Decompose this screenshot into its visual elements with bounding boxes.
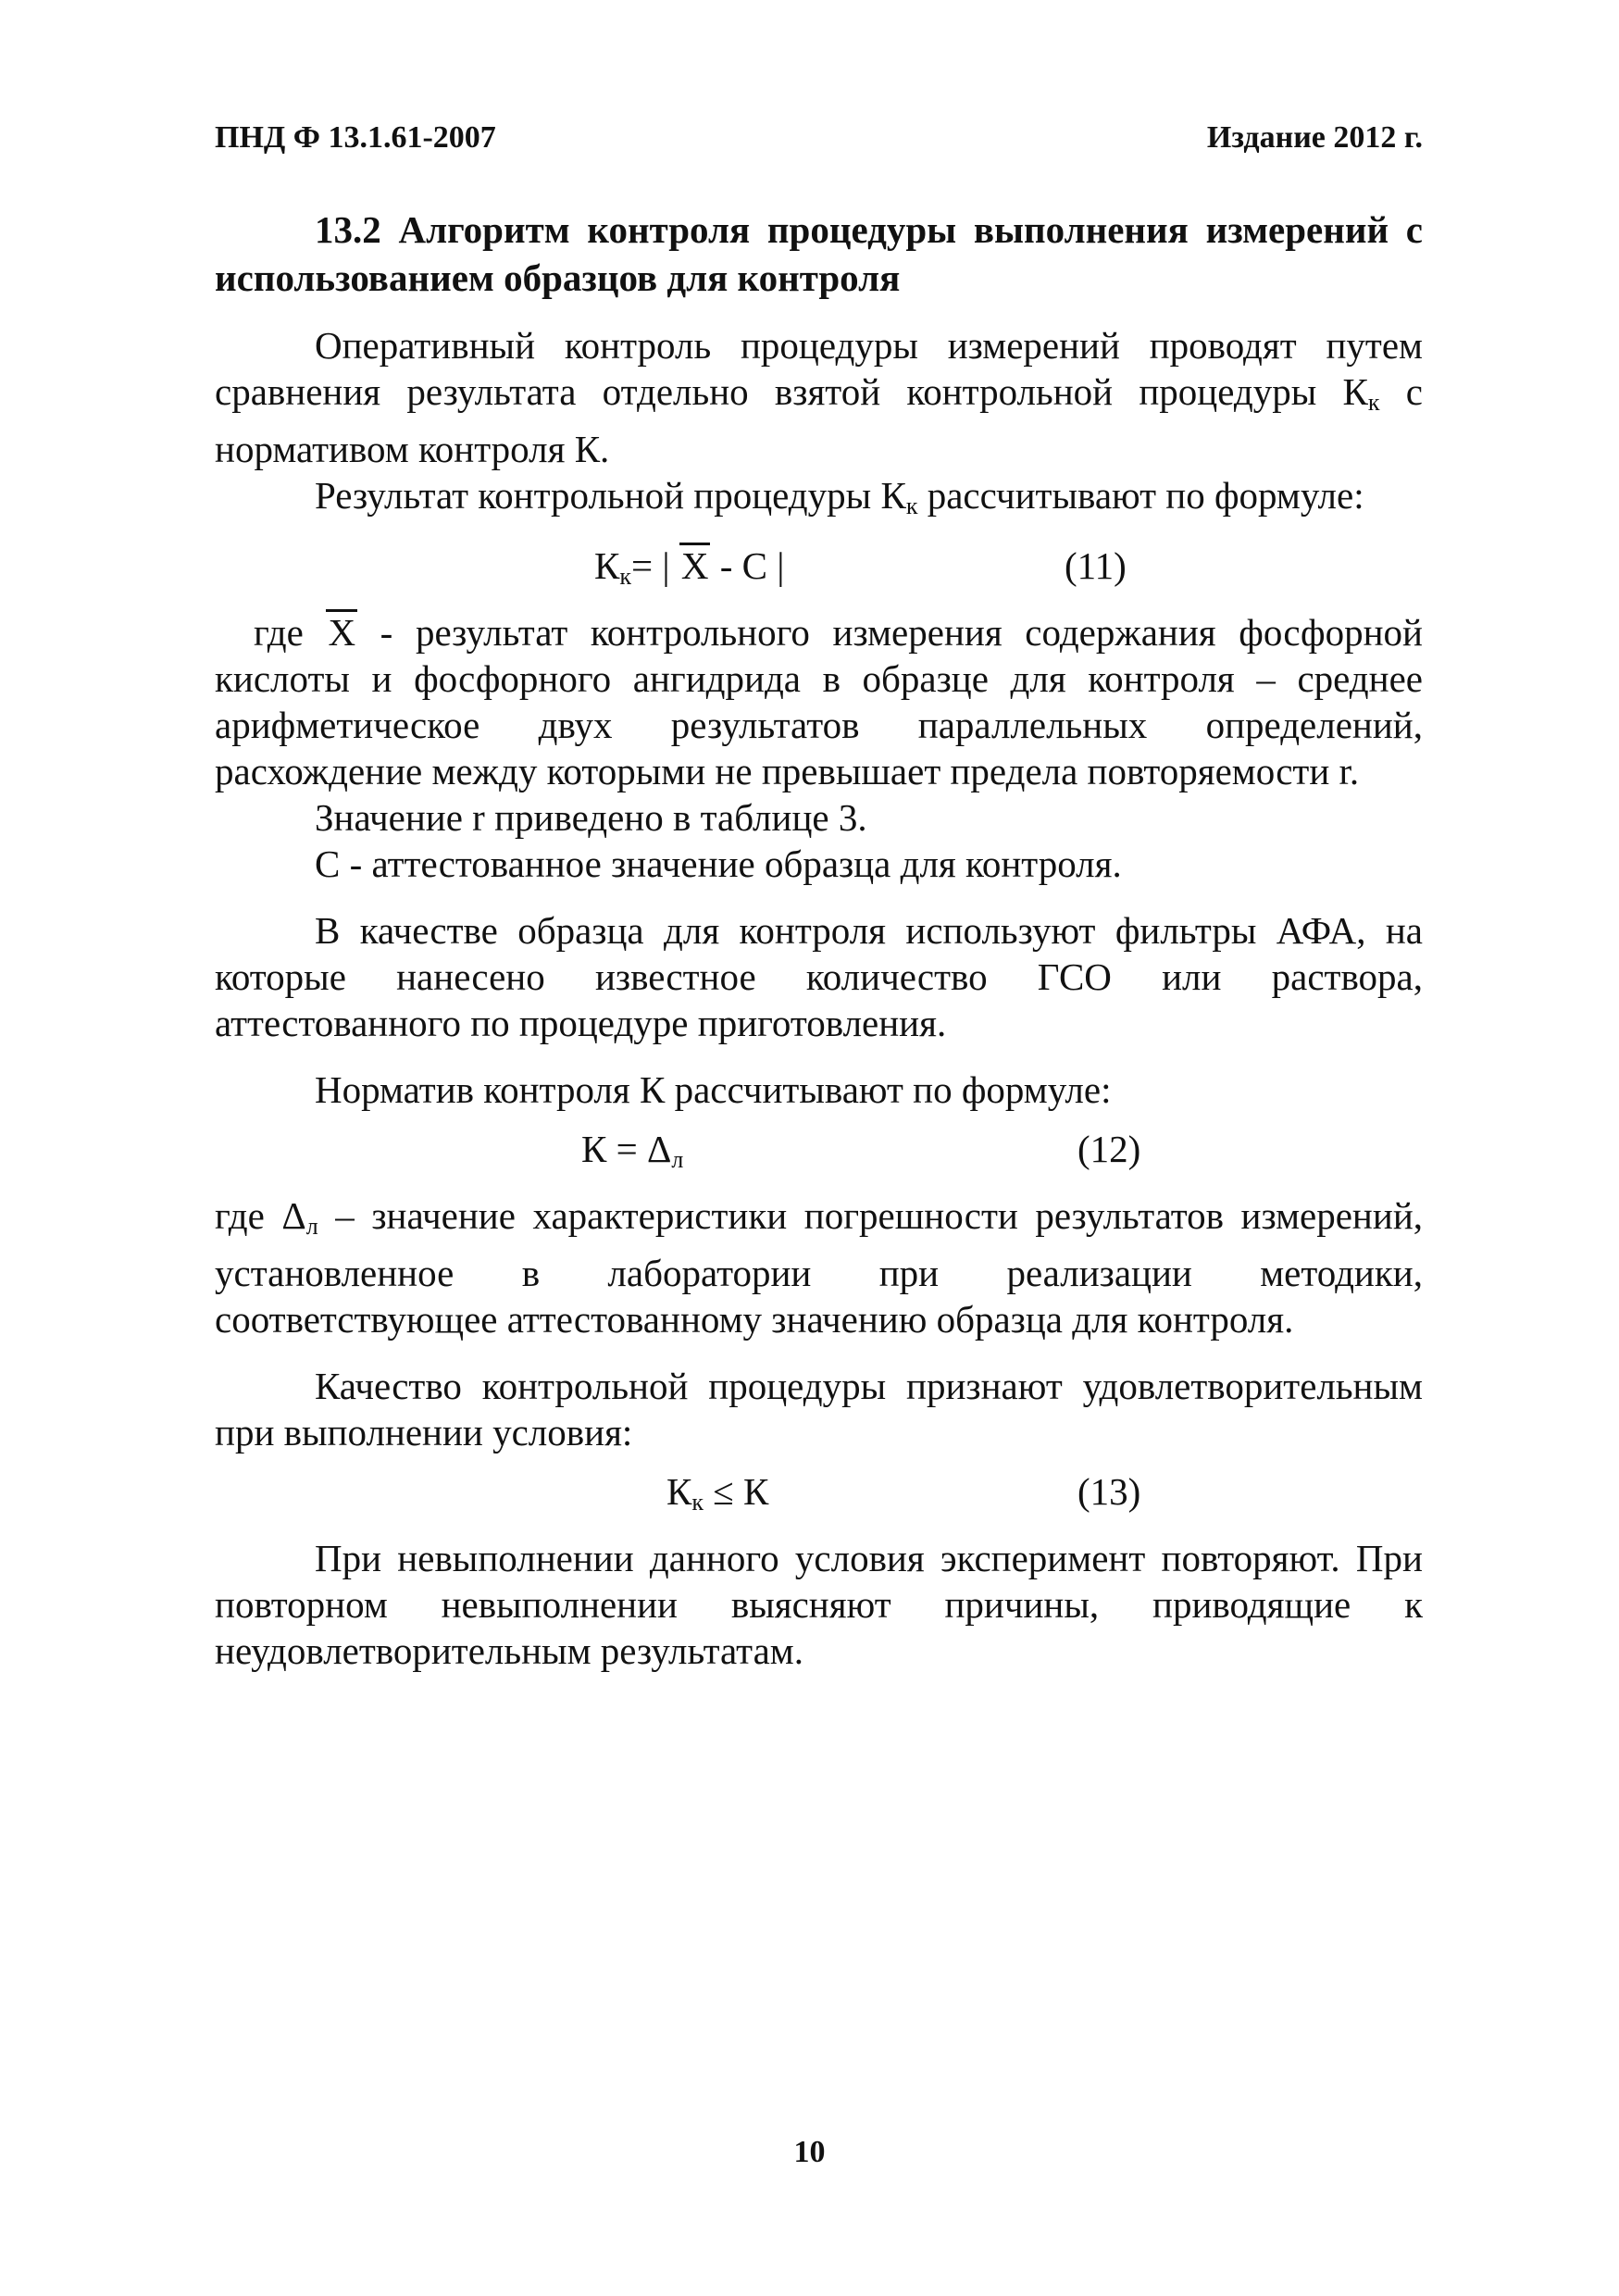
formula-symbol: - С |: [710, 544, 785, 587]
formula-11-expression: [594, 543, 784, 600]
formula-13-expression: [666, 1468, 768, 1526]
paragraph-where-delta: [215, 1192, 1423, 1342]
paragraph-text: с нормативом контроля К.: [215, 370, 1423, 470]
formula-13-number: (13): [1077, 1470, 1141, 1513]
document-code: ПНД Ф 13.1.61-2007: [215, 120, 496, 155]
formula-symbol: К: [594, 544, 620, 587]
document-body: [215, 206, 1423, 1674]
section-title: 13.2 Алгоритм контроля процедуры выполнения измерений с использованием образцов для контроля: [215, 208, 1423, 299]
paragraph-quality-condition: Качество контрольной процедуры признают удовлетворительным при выполнении условия:: [215, 1365, 1423, 1454]
subscript: л: [305, 1213, 318, 1240]
paragraph-norm-formula-intro: Норматив контроля К рассчитывают по формуле:: [315, 1068, 1112, 1111]
formula-11: [215, 535, 1423, 605]
formula-symbol: ≤ К: [704, 1470, 769, 1513]
paragraph-text: где: [254, 611, 327, 654]
x-bar-symbol: X: [328, 611, 356, 654]
formula-symbol: К: [666, 1470, 692, 1513]
paragraph-c-definition: С - аттестованное значение образца для контроля.: [315, 842, 1122, 885]
x-bar-symbol: X: [680, 544, 709, 587]
formula-symbol: = |: [631, 544, 679, 587]
formula-12-expression: [581, 1126, 683, 1183]
subscript: к: [619, 563, 631, 590]
paragraph-result-formula-intro: [215, 472, 1423, 530]
page-number: 10: [793, 2135, 826, 2169]
formula-13: [215, 1461, 1423, 1531]
subscript: л: [671, 1146, 684, 1173]
edition-label: Издание 2012 г.: [1206, 120, 1423, 155]
paragraph-text: где Δ: [215, 1194, 306, 1237]
paragraph-text: – значение характеристики погрешности результатов измерений, установленное в лаборатории при реализации методики, соответствующее аттестованному значению образца для контроля.: [215, 1194, 1424, 1341]
subscript: к: [691, 1489, 704, 1516]
subscript: к: [905, 493, 918, 519]
paragraph-where-x: [215, 609, 1423, 794]
paragraph-text: Оперативный контроль процедуры измерений проводят путем сравнения результата отдельно взятой контрольной процедуры К: [215, 324, 1423, 413]
paragraph-text: Результат контрольной процедуры К: [315, 474, 906, 517]
paragraph-text: - результат контрольного измерения содержания фосфорной кислоты и фосфорного ангидрида в образце для контроля – среднее арифметическое двух результатов параллельных определений, расхождение между которыми не превышает предела повторяемости r.: [215, 611, 1423, 792]
paragraph-control-sample: В качестве образца для контроля используют фильтры АФА, на которые нанесено известное количество ГСО или раствора, аттестованного по процедуре приготовления.: [215, 909, 1423, 1044]
paragraph-failure-handling: При невыполнении данного условия эксперимент повторяют. При повторном невыполнении выясняют причины, приводящие к неудовлетворительным результатам.: [215, 1537, 1423, 1672]
formula-12-number: (12): [1077, 1128, 1141, 1170]
formula-12: [215, 1118, 1423, 1189]
paragraph-r-value: Значение r приведено в таблице 3.: [315, 796, 867, 839]
formula-11-number: (11): [1065, 544, 1127, 587]
paragraph-text: рассчитывают по формуле:: [917, 474, 1364, 517]
formula-symbol: К = Δ: [581, 1128, 672, 1170]
subscript: к: [1367, 389, 1380, 416]
paragraph-operational-control: [215, 322, 1423, 472]
